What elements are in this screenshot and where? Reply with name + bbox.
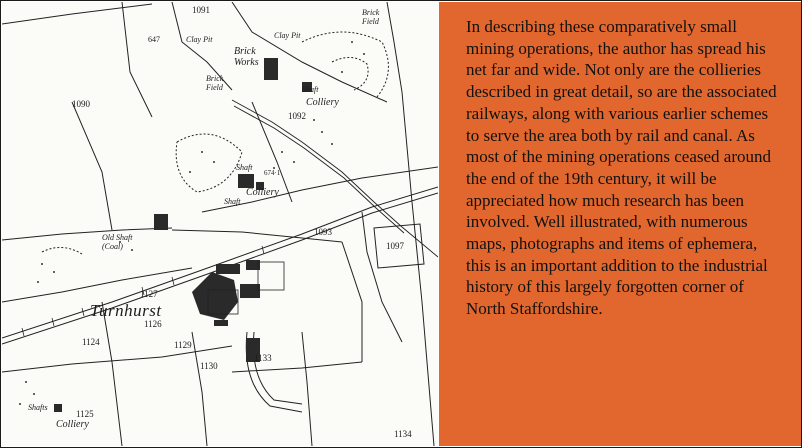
plot-number: 1097 [386,241,404,251]
elevation-mark: 674·1 [264,169,281,177]
map-label: Brick Field [206,74,224,92]
plot-number: 1134 [394,429,412,439]
description-text: In describing these comparatively small mining operations, the author has spread his net far and wide. Not only are the collieries described in great detail, so are the associated railways, along with various earlier schemes to serve the area both by rail and canal. As most of the mining operations ceased around the end of the 19th century, it will be appreciated how much research has been involved. Well illustrated, with numerous maps, photographs and items of ephemera, this is an important addition to the industrial history of this largely forgotten corner of North Staffordshire. [466,17,777,319]
plot-number: 1126 [144,319,162,329]
plot-number: 1127 [140,289,158,299]
plot-number: 1092 [288,111,306,121]
colliery-map [2,2,438,446]
plot-number: 1133 [254,353,272,363]
map-label: Brick Works [234,46,259,68]
map-label: Shaft [302,85,319,94]
plot-number: 1093 [314,227,332,237]
map-label: Shaft [224,197,241,206]
map-label: Colliery [56,419,89,430]
map-label: Clay Pit [186,35,213,44]
map-label: Colliery [246,187,279,198]
map-label: Clay Pit [274,31,301,40]
plot-number: 1130 [200,361,218,371]
plot-number: 1124 [82,337,100,347]
plot-number: 1090 [72,99,90,109]
plot-number: 1125 [76,409,94,419]
map-label: Brick Field [362,8,380,26]
map-label: Shaft [236,163,253,172]
map-linework [2,2,438,446]
description-panel [439,2,801,446]
plot-number: 1129 [174,340,192,350]
elevation-mark: 647 [148,35,160,44]
map-label: Shafts [28,403,48,412]
map-label: Colliery [306,97,339,108]
map-label: Old Shaft (Coal) [102,233,133,251]
plot-number: 1091 [192,5,210,15]
map-label-turnhurst: Turnhurst [90,301,162,320]
